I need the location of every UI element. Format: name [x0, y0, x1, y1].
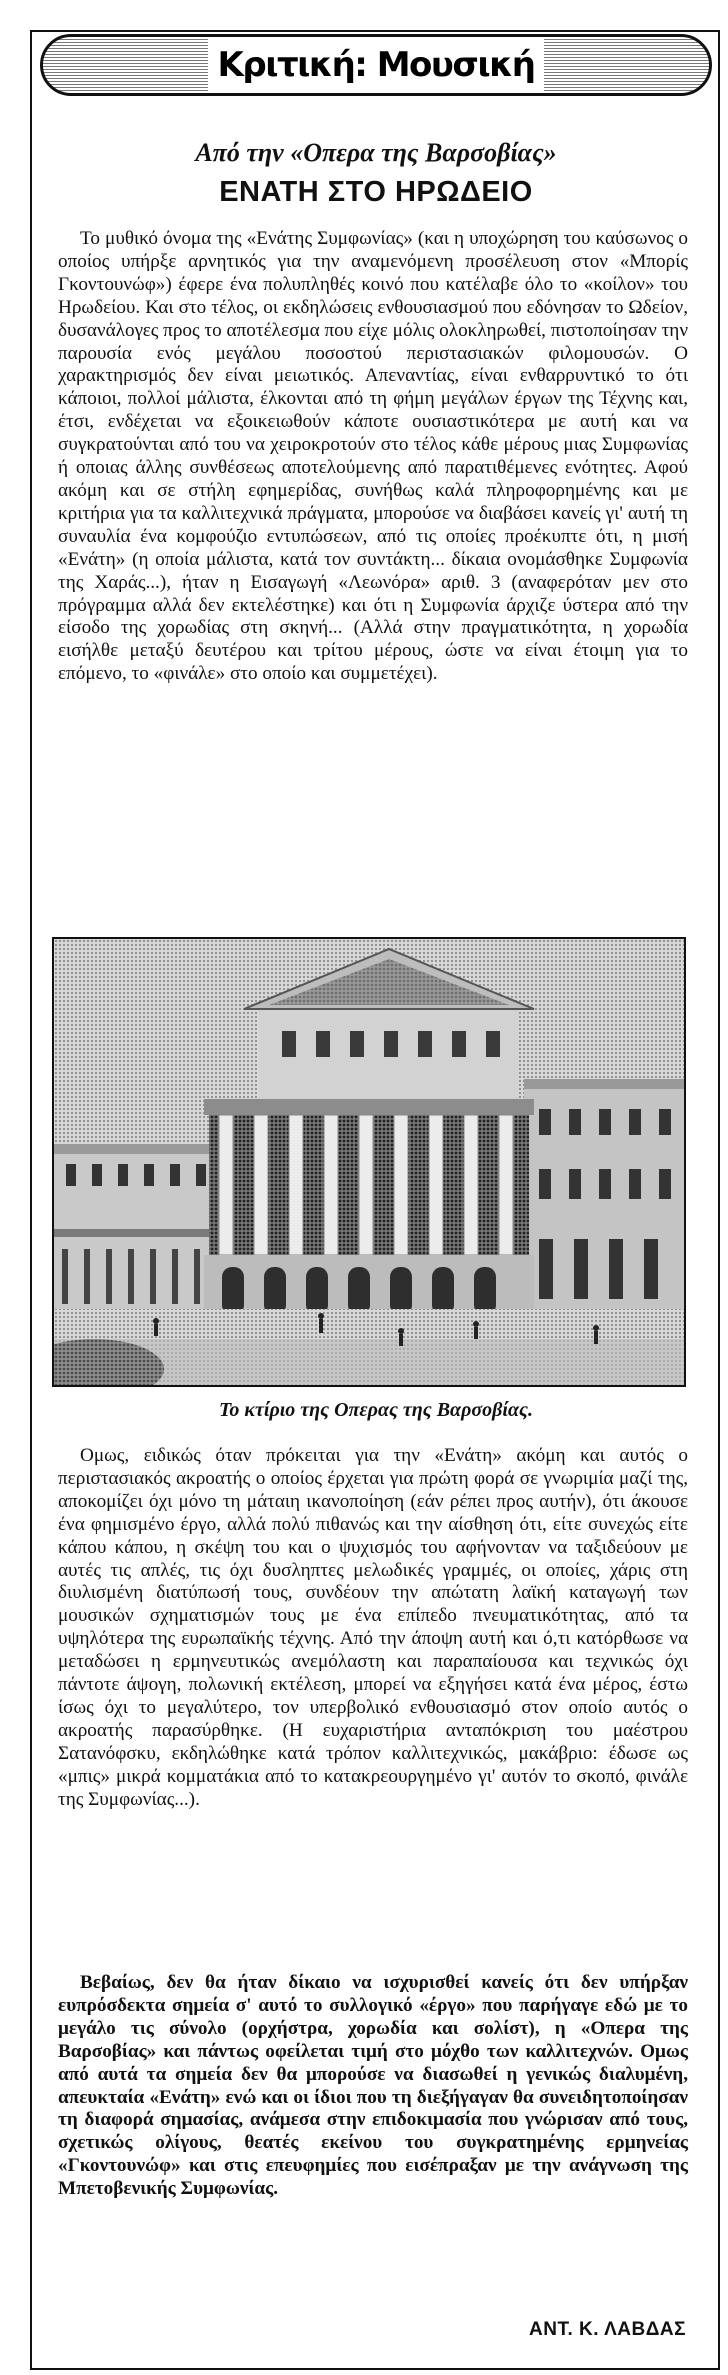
- article-paragraph-2: Ομως, ειδικώς όταν πρόκειται για την «Ενάτη» ακόμη και αυτός ο περιστασιακός ακροατής ο οποίος έρχεται για πρώτη φορά σε γνωριμία μαζί της, αποκομίζει όχι μόνο τη μάταιη ικανοποίηση (εάν ρέπει προς αυτήν), ότι άκουσε ένα φημισμένο έργο, αλλά πολύ πιθανώς και την αίσθηση ότι, είτε συνεχώς είτε κάπου κάπου, η σκέψη του και ο ψυχισμός του αφήνονταν να ταξιδεύουν με αυτές τις απλές, τις όχι δυσληπτες μελωδικές γραμμές, οι οποίες, χάρις στη διυλισμένη διατύπωσή τους, συνδέουν την απώτατη λαϊκή καταγωγή των μουσικών σχηματισμών τους με ένα επίπεδο πνευματικότητας, από τα υψηλότερα της ευρωπαϊκής τέχνης. Από την άποψη αυτή και ό,τι κατόρθωσε να μεταδώσει η ερμηνευτικώς ανεμόλαστη και παραπαίουσα και τεχνικώς όχι πάντοτε άψογη, πολωνική εκτέλεση, μπορεί να εξηγήσει κατά ένα μέρος, έστω ίσως όχι το μεγαλύτερο, τον υπερβολικό ενθουσιασμό στον οποίο αυτός ο ακροατής παρασύρθηκε. (Η ευχαριστήρια ανταπόκριση του μαέστρου Σατανόφσκυ, εκδηλώθηκε κατά τρόπον καλλιτεχνικώς, μακάβριο: έδωσε ως «μπις» μικρά κομματάκια από το κατακρεουργημένο γι' αυτόν το σκοπό, φινάλε της Συμφωνίας...).: [58, 1445, 688, 1810]
- article-headline: ΕΝΑΤΗ ΣΤΟ ΗΡΩΔΕΙΟ: [219, 176, 533, 208]
- section-masthead: [40, 34, 712, 96]
- opera-house-photo: [52, 937, 686, 1387]
- article-byline: ΑΝΤ. Κ. ΛΑΒΔΑΣ: [529, 2319, 686, 2340]
- article-kicker: Από την «Οπερα της Βαρσοβίας»: [195, 138, 557, 167]
- article-paragraph-1: Το μυθικό όνομα της «Ενάτης Συμφωνίας» (και η υποχώρηση του καύσωνος ο οποίος υπήρξε αρνητικός για την αναμενόμενη προσέλευση στον «Μπορίς Γκοντουνώφ») έφερε ένα πολυπληθές κοινό που κατέλαβε όλο το «κοίλον» του Ηρωδείου. Και στο τέλος, οι εκδηλώσεις ενθουσιασμού που εδόνησαν το Ωδείον, δυσανάλογες προς το αποτέλεσμα που είχε μόλις ολοκληρωθεί, πιστοποίησαν την παρουσία ενός μεγάλου ποσοστού περιστασιακών φιλομουσών. Ο χαρακτηρισμός δεν είναι μειωτικός. Απεναντίας, είναι ενθαρρυντικό το ότι κάποιοι, πολλοί μάλιστα, έλκονται από τη φήμη μεγάλων έργων της Τέχνης και, έτσι, ενδέχεται να εξοικειωθούν κάποτε ουσιαστικότερα με αυτή και να συγκρατούνται από του να χειροκροτούν στο τέλος κάθε μέρους μιας Συμφωνίας ή οποιας άλλης συνθέσεως αποτελούμενης από παρατιθέμενες ενότητες. Αφού ακόμη και σε στήλη εφημερίδας, συνήθως καλά πληροφορημένης και με κριτήρια για τα καλλιτεχνικά πράγματα, μπορούσε να διαβάσει κανείς γι' αυτή τη συναυλία ένα κομφούζιο εντυπώσεων, από τις οποίες προέκυπτε ότι, η μισή «Ενάτη» (η οποία μάλιστα, κατά τον συντάκτη... δίκαια ονομάσθηκε Συμφωνία της Χαράς...), ήταν η Εισαγωγή «Λεωνόρα» αριθ. 3 (αναφερόταν μεν στο πρόγραμμα αλλά δεν εκτελέστηκε) και ότι η Συμφωνία άρχιζε ύστερα από την είσοδο της χορωδίας στη σκηνή... (Αλλά στην πραγματικότητα, η χορωδία εισήλθε μεταξύ δευτέρου και τρίτου μέρους, ώστε να είναι έτοιμη για το επόμενο, το «φινάλε» στο οποίο και συμμετέχει).: [58, 228, 688, 685]
- masthead-label: Κριτική: Μουσική: [208, 38, 545, 92]
- article-paragraph-3: Βεβαίως, δεν θα ήταν δίκαιο να ισχυρισθεί κανείς ότι δεν υπήρξαν ευπρόσδεκτα σημεία σ' αυτό το συλλογικό «έργο» που παρήγαγε εδώ με το μεγάλο τις σύνολο (ορχήστρα, χορωδία και σολίστ), η «Οπερα της Βαρσοβίας» και πάντως οφείλεται τιμή στο μόχθο των καλλιτεχνών. Ομως από αυτά τα σημεία δεν θα μπορούσε να διασωθεί η γενικώς διαλυμένη, απευκταία «Ενάτη» ενώ και οι ίδιοι που τη διεξήγαγαν θα συνειδητοποίησαν τη διαφορά σημασίας, ανάμεσα στην επιδοκιμασία που γνώρισαν από τους, σχετικώς ολίγους, θεατές εκείνου του συγκρατημένης ερμηνείας «Γκοντουνώφ» και στις επευφημίες που εισέπραξαν με την ανάγνωση της Μπετοβενικής Συμφωνίας.: [58, 1972, 688, 2200]
- photo-caption: Το κτίριο της Οπερας της Βαρσοβίας.: [219, 1399, 533, 1421]
- opera-house-illustration: [54, 939, 684, 1385]
